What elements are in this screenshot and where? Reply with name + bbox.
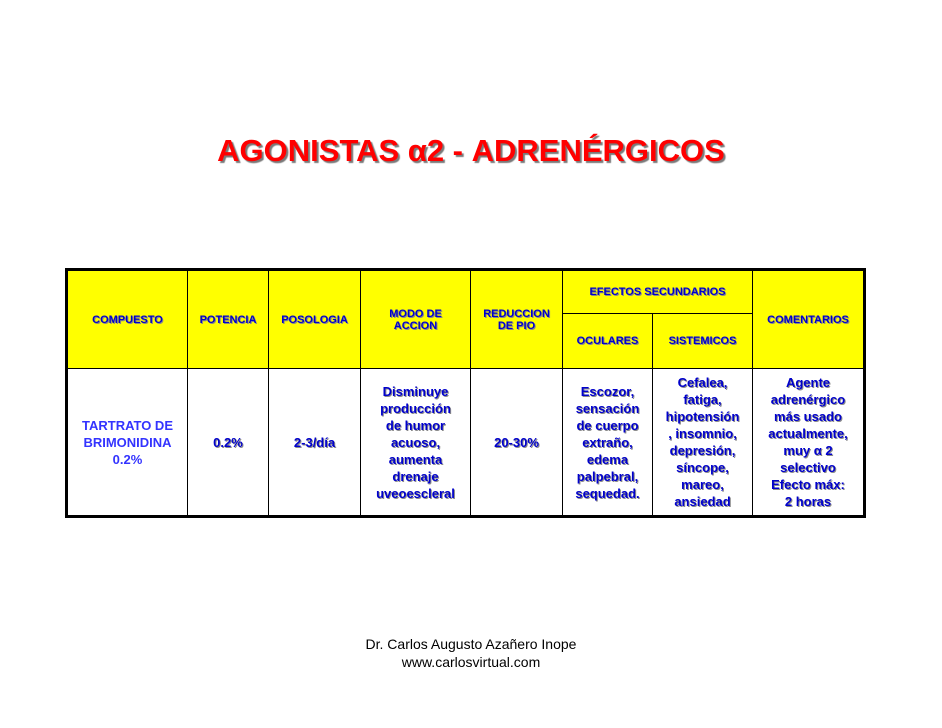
header-reduccion-pio: REDUCCION DE PIO bbox=[471, 270, 563, 369]
cell-reduccion-pio: 20-30% bbox=[471, 369, 563, 517]
footer bbox=[0, 635, 942, 671]
agonists-table bbox=[65, 268, 866, 518]
cell-modo-accion: Disminuye producción de humor acuoso, aumenta drenaje uveoescleral bbox=[361, 369, 471, 517]
cell-comentarios: Agente adrenérgico más usado actualmente, muy α 2 selectivo Efecto máx: 2 horas bbox=[753, 369, 865, 517]
header-modo-accion: MODO DE ACCION bbox=[361, 270, 471, 369]
slide-title: AGONISTAS α2 - ADRENÉRGICOS bbox=[217, 133, 725, 168]
cell-compuesto: TARTRATO DE BRIMONIDINA 0.2% bbox=[67, 369, 188, 517]
cell-posologia: 2-3/día bbox=[269, 369, 361, 517]
header-compuesto: COMPUESTO bbox=[67, 270, 188, 369]
header-potencia: POTENCIA bbox=[188, 270, 269, 369]
footer-author: Dr. Carlos Augusto Azañero Inope bbox=[365, 636, 577, 652]
table-row bbox=[67, 369, 865, 517]
header-posologia: POSOLOGIA bbox=[269, 270, 361, 369]
footer-website: www.carlosvirtual.com bbox=[401, 654, 541, 670]
header-comentarios: COMENTARIOS bbox=[753, 270, 865, 369]
cell-sistemicos: Cefalea, fatiga, hipotensión , insomnio, depresión, síncope, mareo, ansiedad bbox=[653, 369, 753, 517]
header-oculares: OCULARES bbox=[563, 314, 653, 369]
header-row-1 bbox=[67, 270, 865, 314]
cell-oculares: Escozor, sensación de cuerpo extraño, edema palpebral, sequedad. bbox=[563, 369, 653, 517]
header-efectos-secundarios: EFECTOS SECUNDARIOS bbox=[563, 270, 753, 314]
cell-potencia: 0.2% bbox=[188, 369, 269, 517]
header-sistemicos: SISTEMICOS bbox=[653, 314, 753, 369]
